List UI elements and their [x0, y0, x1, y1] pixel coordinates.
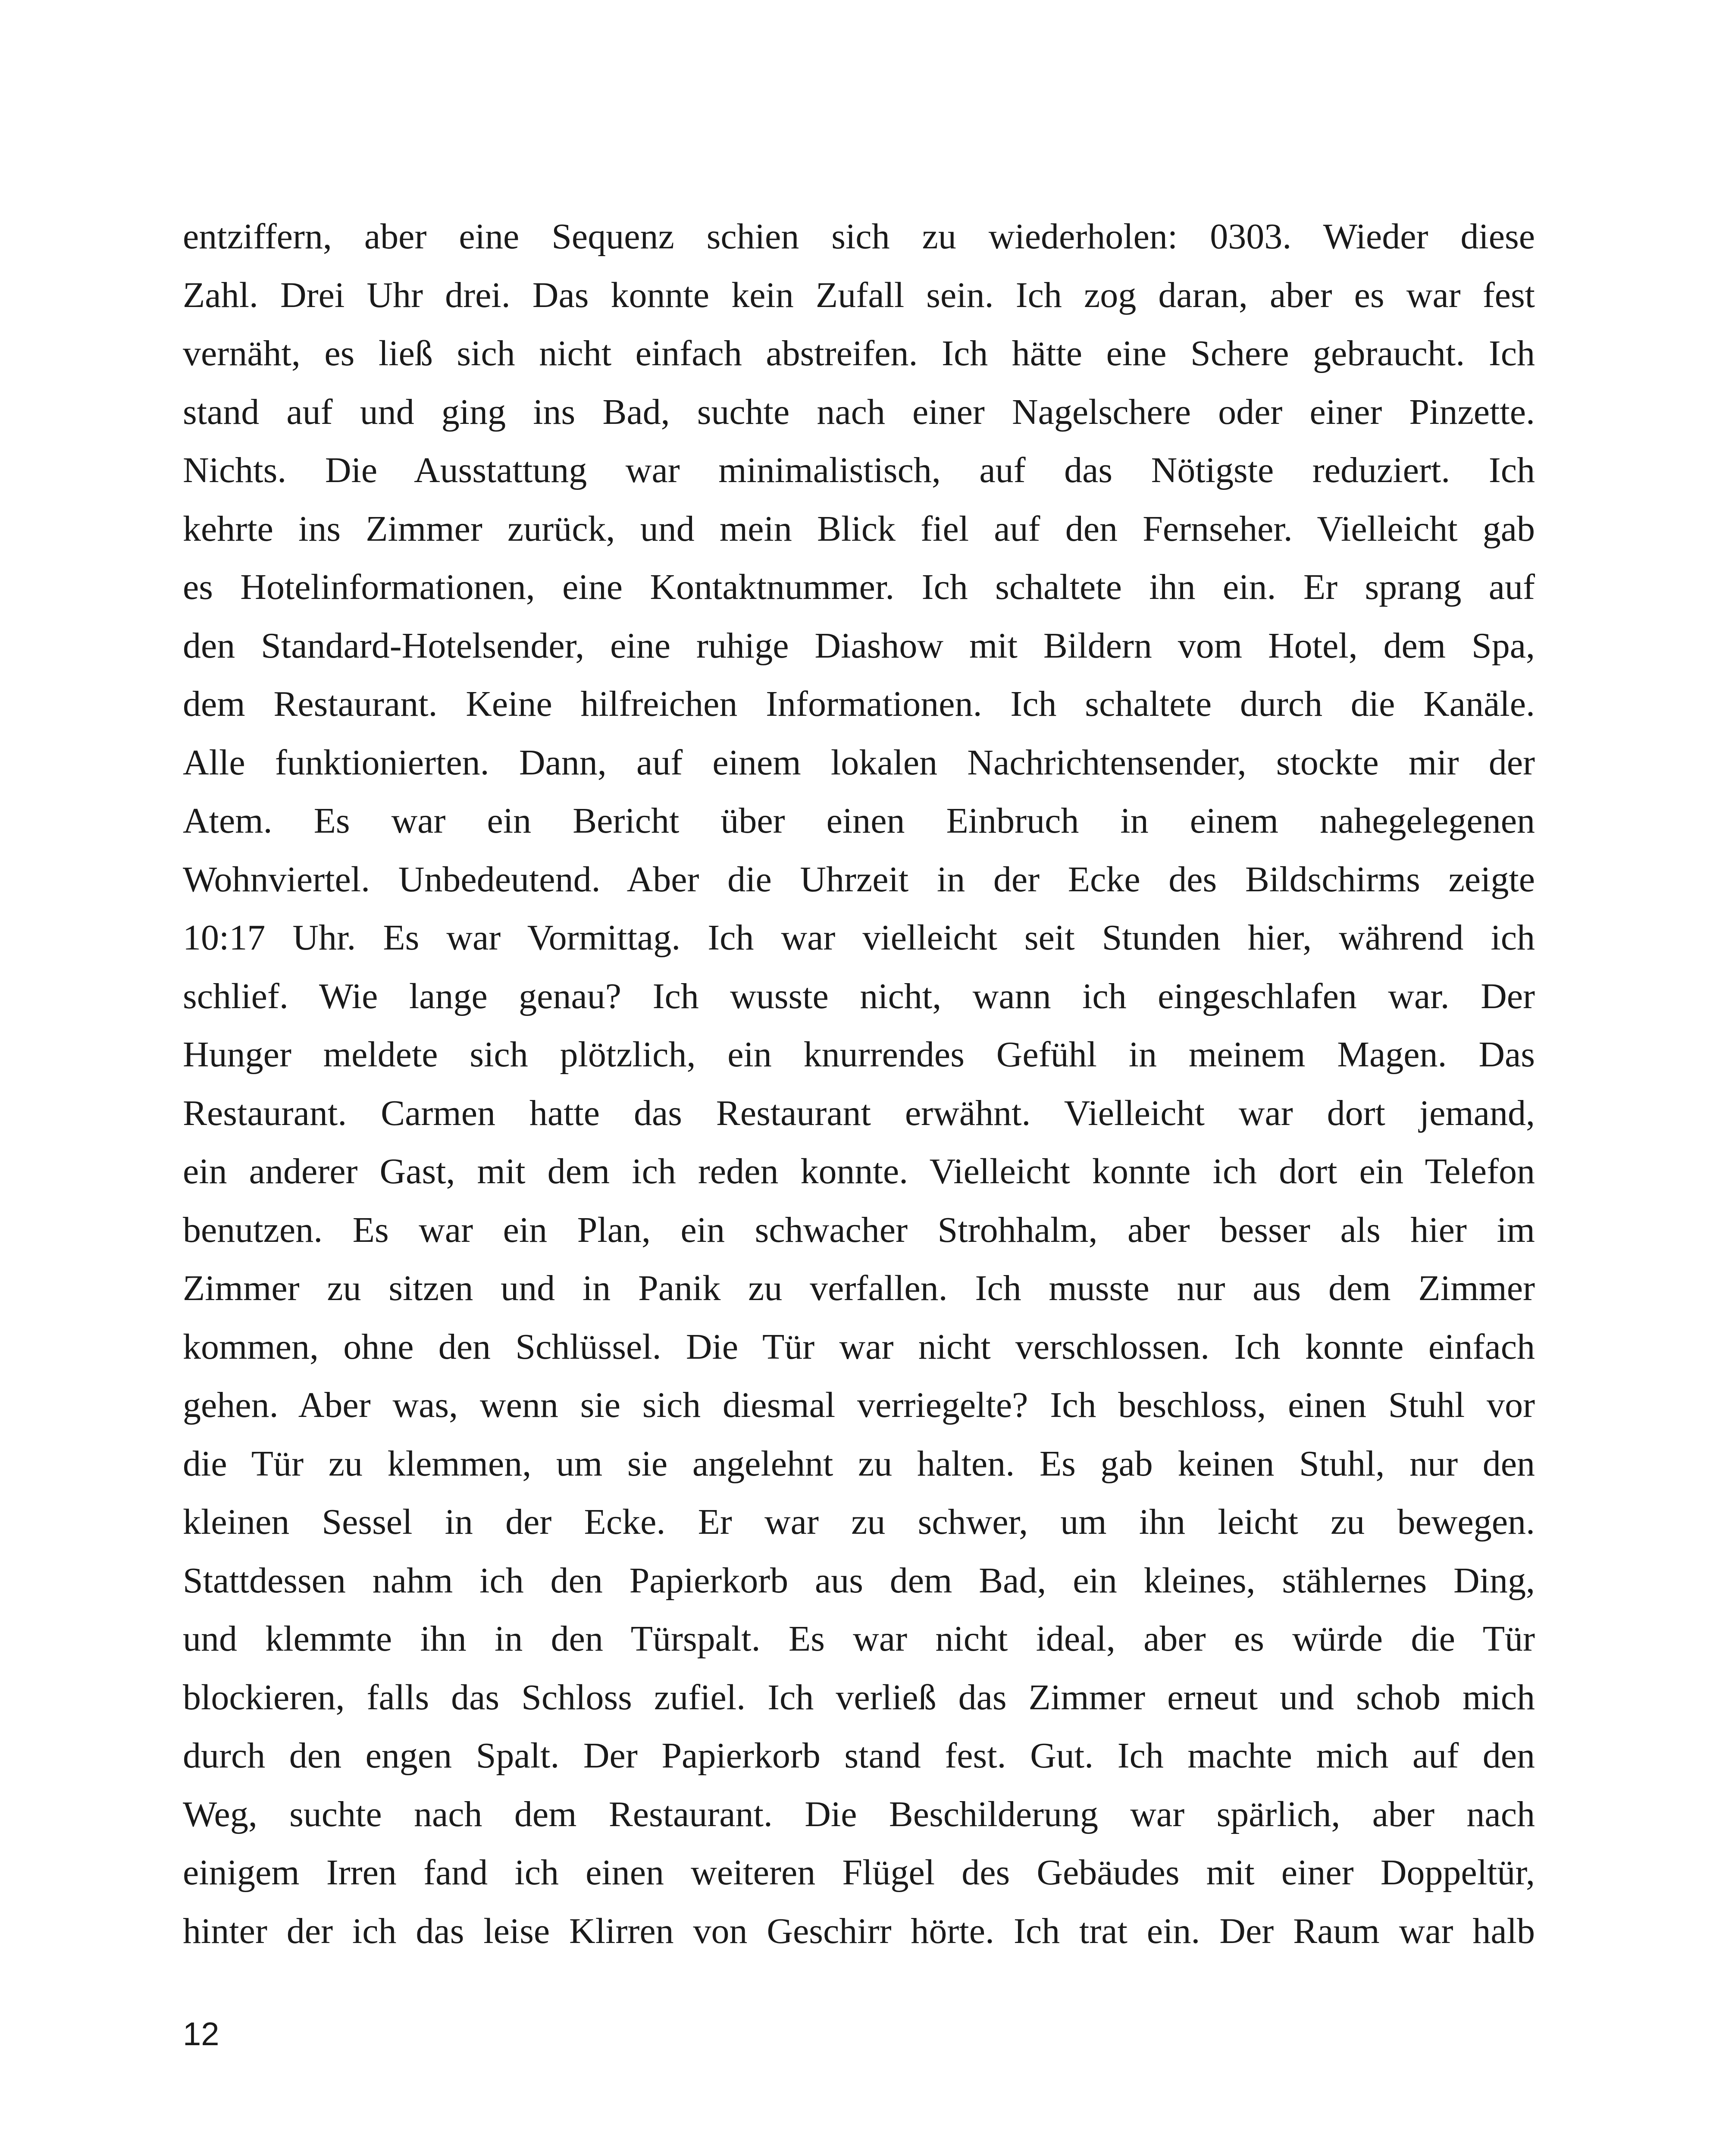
text-line: einigem Irren fand ich einen weiteren Flügel des Gebäudes mit einer Doppeltür,	[183, 1852, 1535, 1893]
text-line: schlief. Wie lange genau? Ich wusste nicht, wann ich eingeschlafen war. Der	[183, 976, 1535, 1016]
text-line: entziffern, aber eine Sequenz schien sich zu wiederholen: 0303. Wieder diese	[183, 216, 1535, 257]
text-line: es Hotelinformationen, eine Kontaktnummer. Ich schaltete ihn ein. Er sprang auf	[183, 567, 1535, 607]
text-line: Atem. Es war ein Bericht über einen Einbruch in einem nahegelegenen	[183, 801, 1535, 841]
body-text	[183, 207, 1535, 1960]
text-line: durch den engen Spalt. Der Papierkorb stand fest. Gut. Ich machte mich auf den	[183, 1736, 1535, 1776]
text-line: Hunger meldete sich plötzlich, ein knurrendes Gefühl in meinem Magen. Das	[183, 1034, 1535, 1075]
text-line: 10:17 Uhr. Es war Vormittag. Ich war vielleicht seit Stunden hier, während ich	[183, 918, 1535, 958]
text-line: Stattdessen nahm ich den Papierkorb aus dem Bad, ein kleines, stählernes Ding,	[183, 1560, 1535, 1601]
text-line: vernäht, es ließ sich nicht einfach abstreifen. Ich hätte eine Schere gebraucht. Ich	[183, 333, 1535, 373]
text-line: Alle funktionierten. Dann, auf einem lokalen Nachrichtensender, stockte mir der	[183, 742, 1535, 783]
text-line: Zimmer zu sitzen und in Panik zu verfallen. Ich musste nur aus dem Zimmer	[183, 1268, 1535, 1308]
text-line: blockieren, falls das Schloss zufiel. Ich verließ das Zimmer erneut und schob mich	[183, 1677, 1535, 1717]
text-line: Restaurant. Carmen hatte das Restaurant erwähnt. Vielleicht war dort jemand,	[183, 1093, 1535, 1133]
text-line: Nichts. Die Ausstattung war minimalistisch, auf das Nötigste reduziert. Ich	[183, 450, 1535, 490]
text-line: und klemmte ihn in den Türspalt. Es war nicht ideal, aber es würde die Tür	[183, 1619, 1535, 1659]
text-line: kleinen Sessel in der Ecke. Er war zu schwer, um ihn leicht zu bewegen.	[183, 1502, 1535, 1542]
text-line: den Standard-Hotelsender, eine ruhige Diashow mit Bildern vom Hotel, dem Spa,	[183, 625, 1535, 666]
text-line: Zahl. Drei Uhr drei. Das konnte kein Zufall sein. Ich zog daran, aber es war fest	[183, 275, 1535, 315]
text-line: ein anderer Gast, mit dem ich reden konnte. Vielleicht konnte ich dort ein Telefon	[183, 1151, 1535, 1191]
text-line: stand auf und ging ins Bad, suchte nach einer Nagelschere oder einer Pinzette.	[183, 392, 1535, 432]
text-line: dem Restaurant. Keine hilfreichen Informationen. Ich schaltete durch die Kanäle.	[183, 684, 1535, 724]
text-line: kommen, ohne den Schlüssel. Die Tür war nicht verschlossen. Ich konnte einfach	[183, 1326, 1535, 1367]
page-number: 12	[183, 2016, 219, 2053]
text-line: die Tür zu klemmen, um sie angelehnt zu halten. Es gab keinen Stuhl, nur den	[183, 1443, 1535, 1484]
text-line: Weg, suchte nach dem Restaurant. Die Beschilderung war spärlich, aber nach	[183, 1794, 1535, 1834]
text-line: kehrte ins Zimmer zurück, und mein Blick fiel auf den Fernseher. Vielleicht gab	[183, 508, 1535, 549]
text-line: Wohnviertel. Unbedeutend. Aber die Uhrzeit in der Ecke des Bildschirms zeigte	[183, 859, 1535, 899]
text-line: gehen. Aber was, wenn sie sich diesmal verriegelte? Ich beschloss, einen Stuhl vor	[183, 1385, 1535, 1425]
text-line: hinter der ich das leise Klirren von Geschirr hörte. Ich trat ein. Der Raum war halb	[183, 1911, 1535, 1951]
text-line: benutzen. Es war ein Plan, ein schwacher Strohhalm, aber besser als hier im	[183, 1210, 1535, 1250]
